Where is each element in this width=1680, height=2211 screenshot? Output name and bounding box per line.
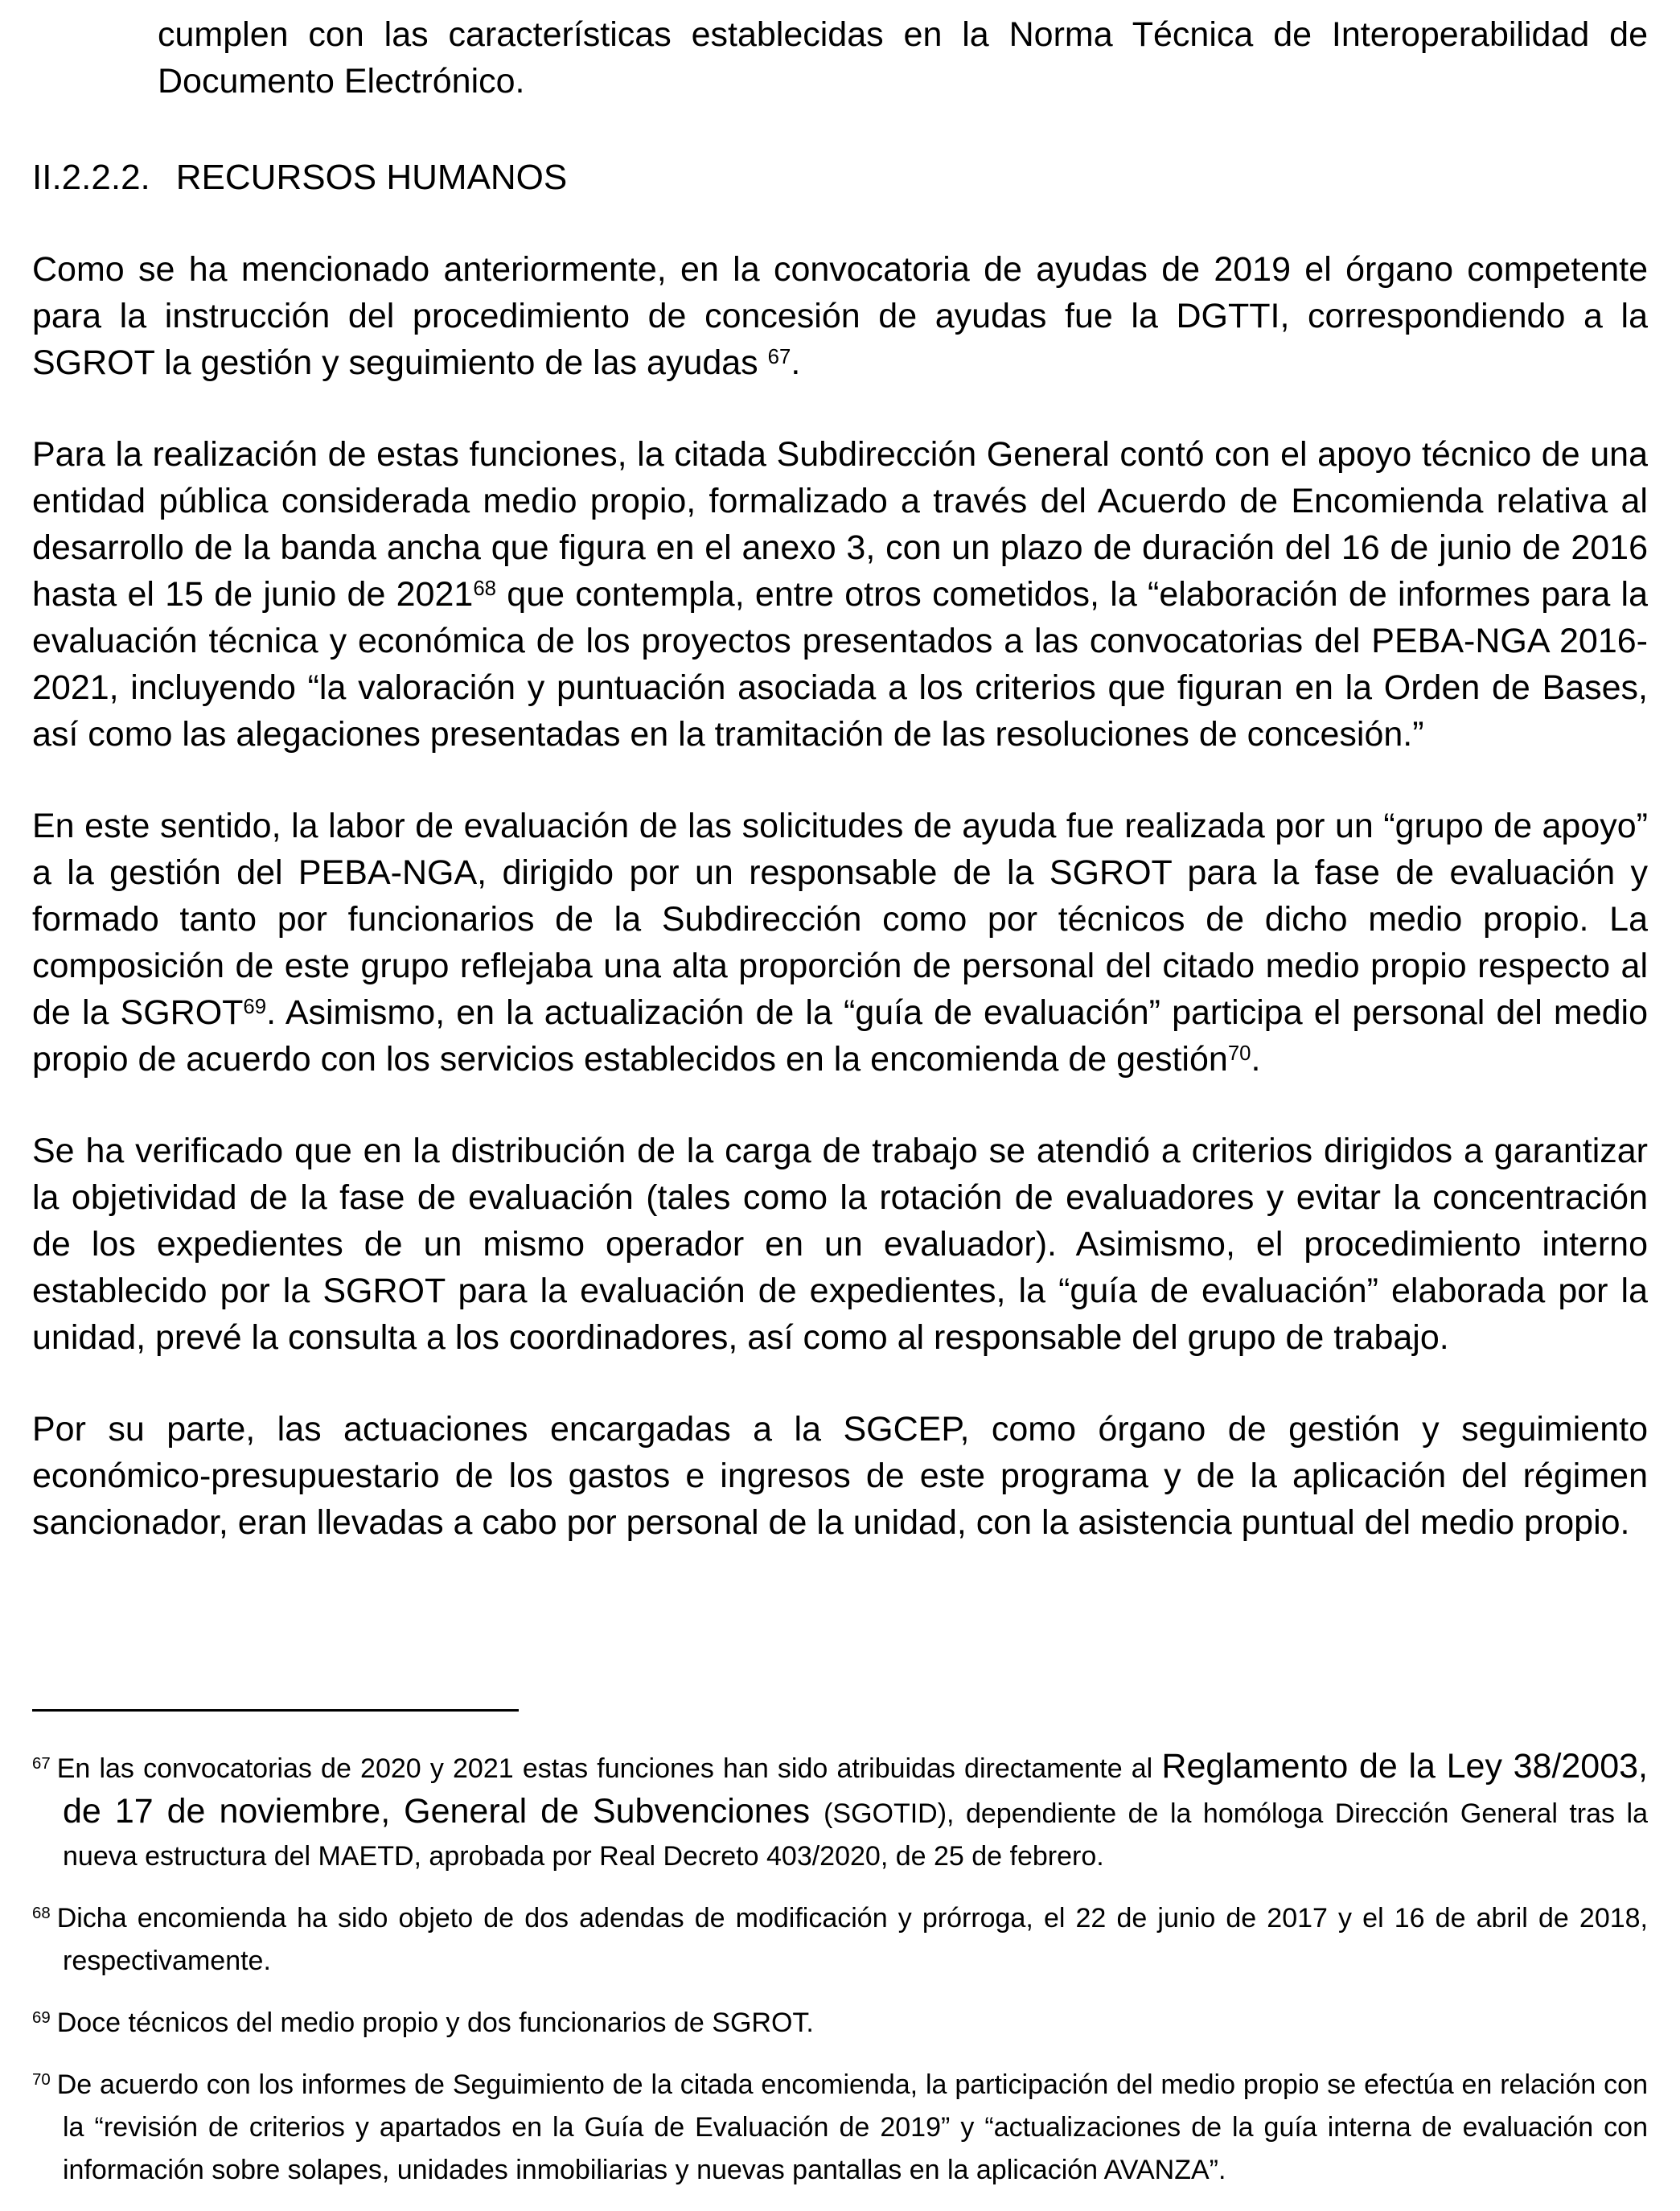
- footnote-70-text: De acuerdo con los informes de Seguimiento de la citada encomienda, la participación del medio propio se efectúa en relación con la “revisión de criterios y apartados en la Guía de Evaluación de 2019” y “actualizaciones de la guía interna de evaluación con información sobre solapes, unidades inmobiliarias y nuevas pantallas en la aplicación AVANZA”.: [56, 2069, 1648, 2185]
- footnote-70: [32, 2064, 1648, 2192]
- body-paragraph-1: Como se ha mencionado anteriormente, en la convocatoria de ayudas de 2019 el órgano competente para la instrucción del procedimiento de concesión de ayudas fue la DGTTI, correspondiendo a la SGROT la gestión y seguimiento de las ayudas $^{67}$.: [32, 250, 1648, 382]
- body-paragraph-2: Para la realización de estas funciones, la citada Subdirección General contó con el apoyo técnico de una entidad pública considerada medio propio, formalizado a través del Acuerdo de Encomienda relativa al desarrollo de la banda ancha que figura en el anexo 3, con un plazo de duración del 16 de junio de 2016 hasta el 15 de junio de 2021$^{68}$ que contempla, entre otros cometidos, la “elaboración de informes para la evaluación técnica y económica de los proyectos presentados a las convocatorias del PEBA-NGA 2016-2021, incluyendo “la valoración y puntuación asociada a los criterios que figuran en la Orden de Bases, así como las alegaciones presentadas en la tramitación de las resoluciones de concesión.”: [32, 435, 1648, 754]
- body-paragraph-4: Se ha verificado que en la distribución de la carga de trabajo se atendió a criterios dirigidos a garantizar la objetividad de la fase de evaluación (tales como la rotación de evaluadores y evitar la concentración de los expedientes de un mismo operador en un evaluador). Asimismo, el procedimiento interno establecido por la SGROT para la evaluación de expedientes, la “guía de evaluación” elaborada por la unidad, prevé la consulta a los coordinadores, así como al responsable del grupo de trabajo.: [32, 1132, 1648, 1357]
- footnote-67: [32, 1745, 1648, 1878]
- body-paragraph-3: En este sentido, la labor de evaluación de las solicitudes de ayuda fue realizada por un “grupo de apoyo” a la gestión del PEBA-NGA, dirigido por un responsable de la SGROT para la fase de evaluación y formado tanto por funcionarios de la Subdirección como por técnicos de dicho medio propio. La composición de este grupo reflejaba una alta proporción de personal del citado medio propio respecto al de la SGROT$^{69}$. Asimismo, en la actualización de la “guía de evaluación” participa el personal del medio propio de acuerdo con los servicios establecidos en la encomienda de gestión$^{70}$.: [32, 807, 1648, 1079]
- section-title: RECURSOS HUMANOS: [175, 158, 568, 197]
- section-number: II.2.2.2.: [32, 158, 150, 197]
- footnote-69: [32, 2002, 1648, 2045]
- footnote-separator: [32, 1709, 519, 1712]
- footnote-67-marker: 67: [32, 1755, 51, 1773]
- footnote-68-text: Dicha encomienda ha sido objeto de dos adendas de modificación y prórroga, el 22 de junio de 2017 y el 16 de abril de 2018, respectivamente.: [56, 1903, 1648, 1976]
- section-heading: [32, 154, 1648, 201]
- whitespace-spacer: [32, 1546, 1648, 1709]
- body-paragraph-5: Por su parte, las actuaciones encargadas a la SGCEP, como órgano de gestión y seguimiento económico-presupuestario de los gastos e ingresos de este programa y de la aplicación del régimen sancionador, eran llevadas a cabo por personal de la unidad, con la asistencia puntual del medio propio.: [32, 1410, 1648, 1542]
- footnote-69-marker: 69: [32, 2009, 51, 2028]
- intro-continuation-paragraph: cumplen con las características establecidas en la Norma Técnica de Interoperabilidad de Documento Electrónico.: [158, 15, 1648, 101]
- footnote-68-marker: 68: [32, 1905, 51, 1923]
- footnote-68: [32, 1897, 1648, 1983]
- footnote-69-text: Doce técnicos del medio propio y dos funcionarios de SGROT.: [56, 2008, 814, 2038]
- footnote-67-text: En las convocatorias de 2020 y 2021 estas funciones han sido atribuidas directamente al Reglamento de la Ley 38/2003, de 17 de noviembre, General de Subvenciones (SGOTID), dependiente de la homóloga Dirección General tras la nueva estructura del MAETD, aprobada por Real Decreto 403/2020, de 25 de febrero.: [56, 1747, 1648, 1872]
- footnote-70-marker: 70: [32, 2071, 51, 2090]
